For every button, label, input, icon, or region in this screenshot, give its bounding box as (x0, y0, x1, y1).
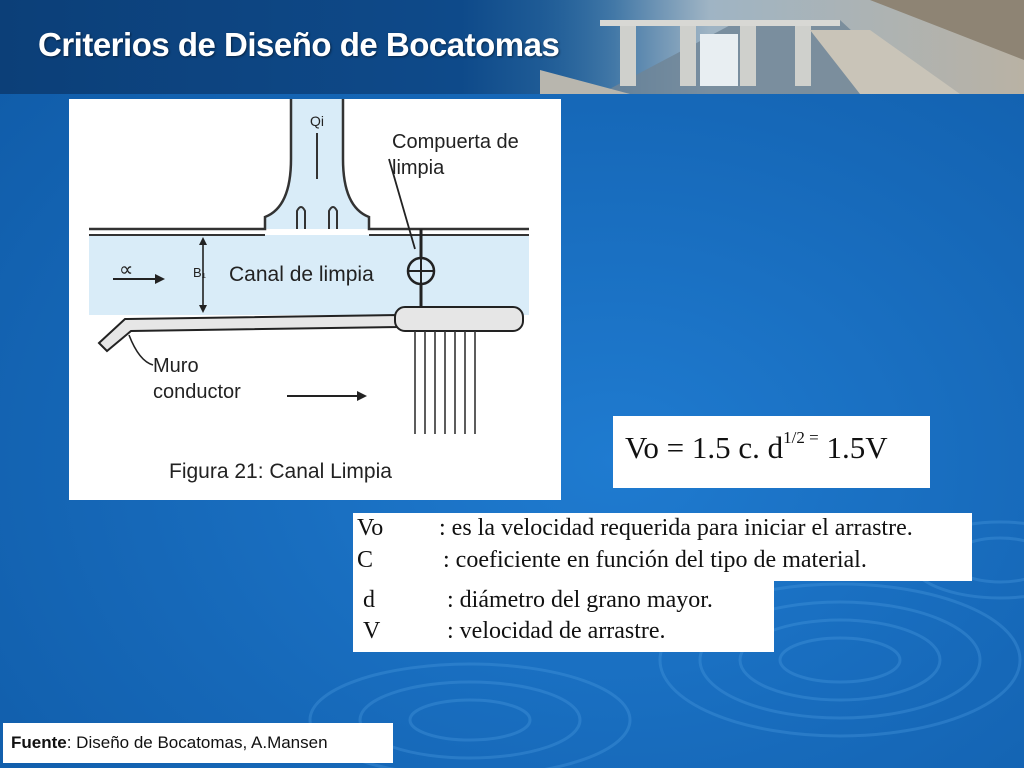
source-box (3, 723, 393, 763)
definition-symbol: V (363, 618, 381, 644)
slide-title: Criterios de Diseño de Bocatomas (38, 26, 560, 63)
formula-exponent: 1/2 = (783, 428, 819, 447)
muro-label-line2: conductor (153, 381, 241, 403)
formula-box (613, 416, 930, 488)
formula-rhs: 1.5V (818, 430, 888, 465)
slide-header (0, 0, 1024, 94)
compuerta-label-line1: Compuerta de (392, 131, 519, 153)
figure-caption: Figura 21: Canal Limpia (169, 460, 392, 483)
dam-photo (540, 0, 1024, 94)
b1-label: B₁ (193, 265, 207, 280)
muro-label-line1: Muro (153, 355, 199, 377)
definition-text: : velocidad de arrastre. (447, 618, 666, 644)
velocity-formula (625, 430, 888, 466)
definition-text: : es la velocidad requerida para iniciar el arrastre. (439, 515, 913, 541)
definition-text: : diámetro del grano mayor. (447, 587, 713, 613)
canal-diagram (69, 99, 561, 500)
definition-symbol: C (357, 547, 374, 573)
source-citation (11, 733, 328, 753)
canal-limpia-figure (69, 99, 561, 500)
definition-text: : coeficiente en función del tipo de material. (443, 547, 867, 573)
qi-label: Qi (310, 113, 324, 129)
definitions-box-2 (353, 581, 774, 652)
canal-label: Canal de limpia (229, 263, 374, 286)
source-text: : Diseño de Bocatomas, A.Mansen (66, 733, 328, 752)
definition-symbol: d (363, 587, 375, 613)
alpha-label: ∝ (119, 259, 134, 281)
compuerta-label-line2: limpia (392, 157, 445, 179)
source-label: Fuente (11, 733, 67, 752)
definitions-box-1 (353, 513, 972, 581)
definition-symbol: Vo (357, 515, 384, 541)
formula-lhs: Vo = 1.5 c. d (625, 430, 784, 465)
